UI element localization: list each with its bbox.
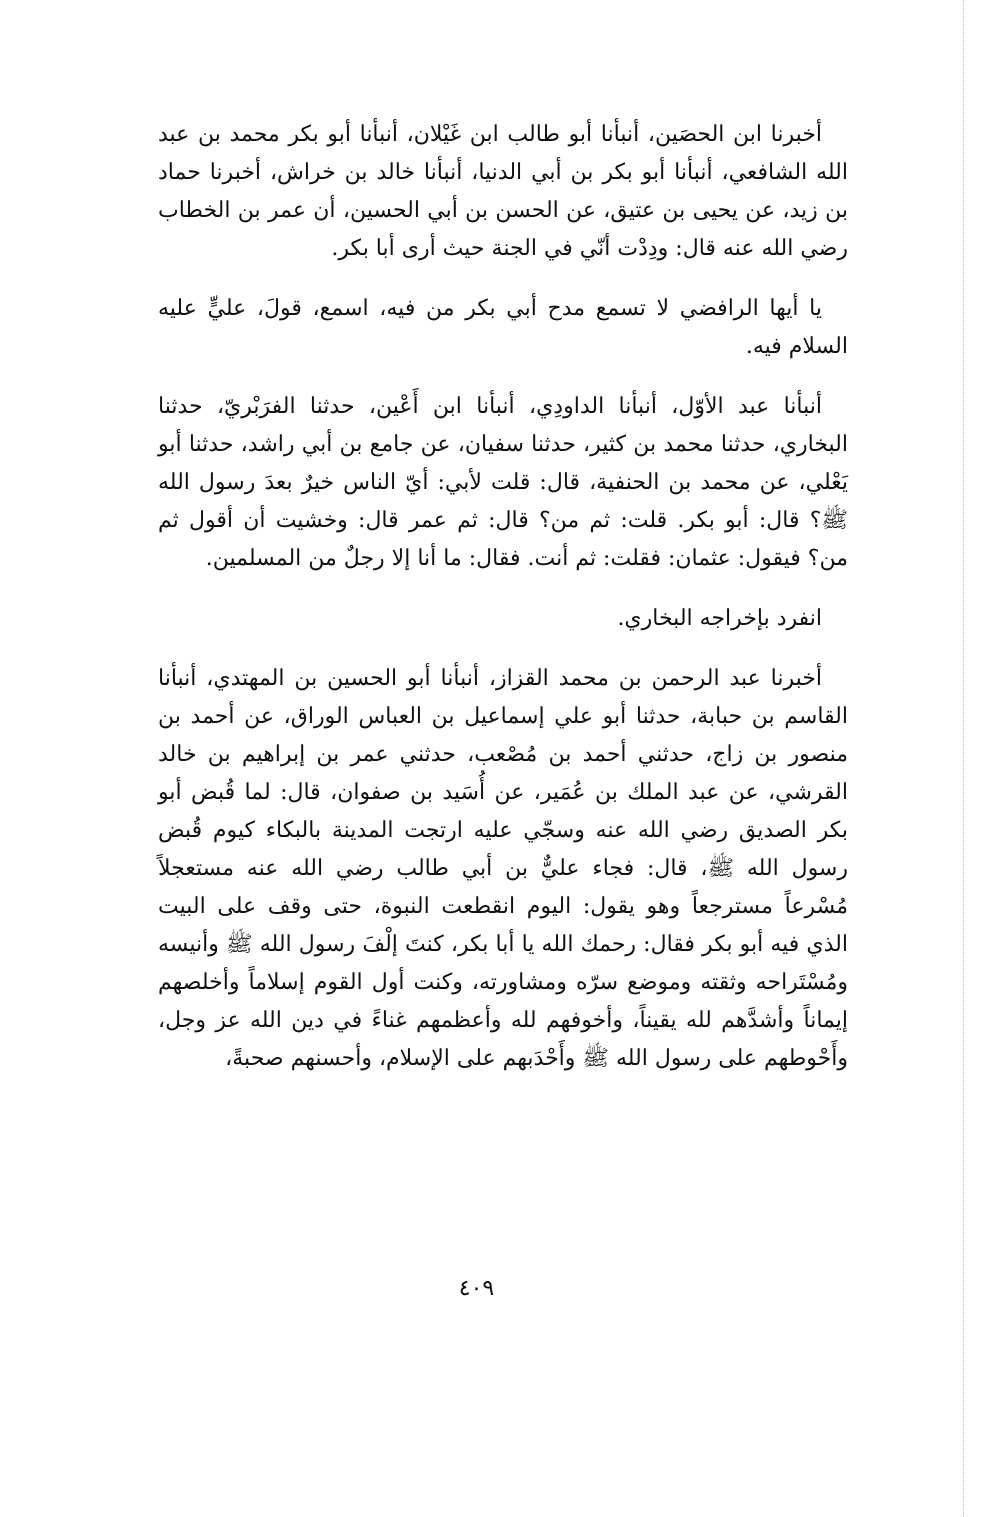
paragraph-3: أنبأنا عبد الأوّل، أنبأنا الداودِي، أنبأنا ابن أَعْين، حدثنا الفرَبْريّ، حدثنا البخاري، حدثنا محمد بن كثير، حدثنا سفيان، عن جامع بن أبي راشد، حدثنا أبو يَعْلي، عن محمد بن الحنفية، قال: قلت لأبي: أيّ الناس خيرٌ بعدَ رسول الله ﷺ؟ قال: أبو بكر. قلت: ثم من؟ قال: ثم عمر قال: وخشيت أن أقول ثم من؟ فيقول: عثمان: فقلت: ثم أنت. فقال: ما أنا إلا رجلٌ من المسلمين. [158, 394, 848, 571]
paragraph-2: يا أيها الرافضي لا تسمع مدح أبي بكر من فيه، اسمع، قولَ، عليٍّ عليه السلام فيه. [158, 296, 848, 359]
page-body [158, 116, 848, 1078]
paragraph-1: أخبرنا ابن الحصَين، أنبأنا أبو طالب ابن غَيْلان، أنبأنا أبو بكر محمد بن عبد الله الشافعي، أنبأنا أبو بكر بن أبي الدنيا، أنبأنا خالد بن خراش، أخبرنا حماد بن زيد، عن يحيى بن عتيق، عن الحسن بن أبي الحسين، أن عمر بن الخطاب رضي الله عنه قال: ودِدْت أنّي في الجنة حيث أرى أبا بكر. [158, 122, 848, 261]
paragraph-4: انفرد بإخراجه البخاري. [617, 606, 822, 631]
paragraph-5: أخبرنا عبد الرحمن بن محمد القزاز، أنبأنا أبو الحسين بن المهتدي، أنبأنا القاسم بن حبابة، حدثنا أبو علي إسماعيل بن العباس الوراق، عن أحمد بن منصور بن زاج، حدثني أحمد بن مُصْعب، حدثني عمر بن إبراهيم بن خالد القرشي، عن عبد الملك بن عُمَير، عن أُسَيد بن صفوان، قال: لما قُبض أبو بكر الصديق رضي الله عنه وسجّي عليه ارتجت المدينة بالبكاء كيوم قُبض رسول الله ﷺ، قال: فجاء عليٌّ بن أبي طالب رضي الله عنه مستعجلاً مُسْرعاً مسترجعاً وهو يقول: اليوم انقطعت النبوة، حتى وقف على البيت الذي فيه أبو بكر فقال: رحمك الله يا أبا بكر، كنتَ إلْفَ رسول الله ﷺ وأنيسه ومُسْتَراحه وثقته وموضع سرّه ومشاورته، وكنت أول القوم إسلاماً وأخلصهم إيماناً وأشدَّهم لله يقيناً، وأخوفهم لله وأعظمهم غناءً في دين الله عز وجل، وأَحْوطهم على رسول الله ﷺ وأَحْدَبهم على الإسلام، وأحسنهم صحبةً، [158, 666, 849, 1071]
page-number: ٤٠٩ [458, 1276, 495, 1301]
